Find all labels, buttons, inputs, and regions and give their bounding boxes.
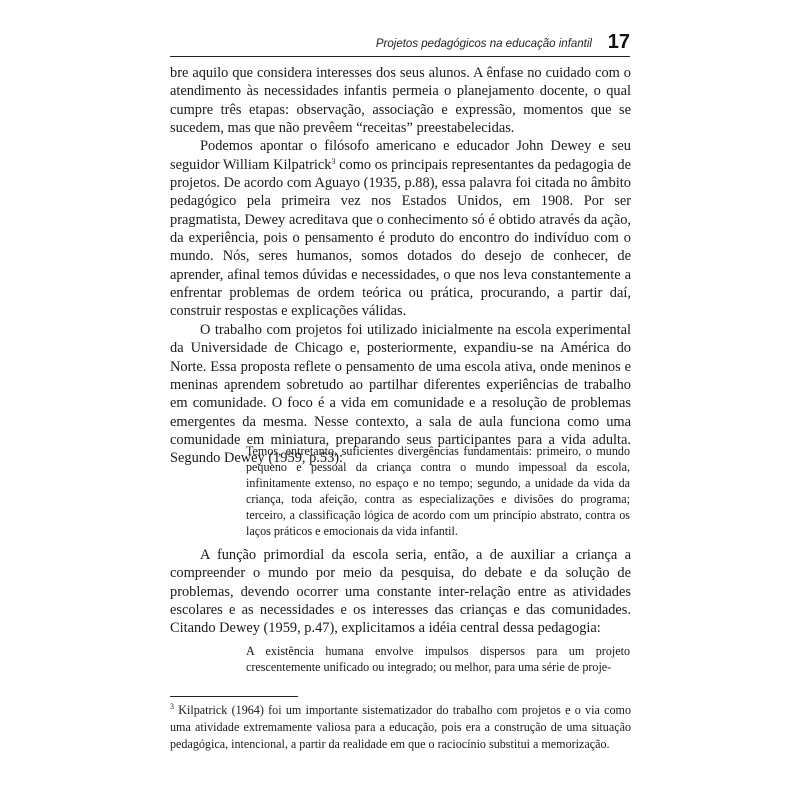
block-quote-2: A existência humana envolve impulsos dispersos para um projeto crescentemente unificado ou integrado; ou melhor, para uma série de proje-	[246, 644, 630, 674]
footnote-divider	[170, 696, 298, 697]
main-text-block-1	[170, 64, 631, 468]
paragraph-3: O trabalho com projetos foi utilizado inicialmente na escola experimental da Universidade de Chicago e, posteriormente, expandiu-se na América do Norte. Essa proposta reflete o pensamento de uma escola ativa, onde meninos e meninas aprendem sobretudo ao partilhar diferentes experiências de trabalho em comunidade. O foco é a vida em comunidade e a resolução de problemas emergentes da mesma. Nesse contexto, a sala de aula funciona como uma comunidade em miniatura, preparando seus participantes para a vida adulta. Segundo Dewey (1959, p.53):	[170, 321, 631, 467]
running-header	[170, 31, 630, 57]
running-title: Projetos pedagógicos na educação infantil	[375, 38, 592, 50]
paragraph-2	[170, 137, 631, 320]
footnote-reference: 3	[331, 156, 336, 166]
paragraph-4: A função primordial da escola seria, então, a de auxiliar a criança a compreender o mundo por meio da pesquisa, do debate e da solução de problemas, devendo ocorrer uma constante inter-relação entre as atividades escolares e as necessidades e os interesses das crianças e das comunidades. Citando Dewey (1959, p.47), explicitamos a idéia central dessa pedagogia:	[170, 547, 631, 637]
paragraph-1: bre aquilo que considera interesses dos seus alunos. A ênfase no cuidado com o atendimento às necessidades infantis permeia o planejamento docente, o qual cumpre três etapas: observação, associação e expressão, momentos que se sucedem, mas que não prevêem “receitas” preestabelecidas.	[170, 65, 631, 137]
page-number: 17	[607, 31, 630, 53]
footnote	[170, 702, 631, 752]
block-quote-1: Temos, entretanto, suficientes divergências fundamentais: primeiro, o mundo pequeno e pessoal da criança contra o mundo impessoal da escola, infinitamente extenso, no espaço e no tempo; segundo, a unidade da vida da criança, toda afeição, contra as especializações e divisões do programa; terceiro, a classificação lógica de acordo com um princípio abstrato, contra os laços práticos e emocionais da vida infantil.	[246, 444, 630, 538]
main-text-block-2	[170, 546, 631, 638]
paragraph-2-lead: Podemos apontar o filósofo americano e educador John Dewey e seu seguidor William Kilpatrick	[170, 138, 631, 173]
footnote-text: Kilpatrick (1964) foi um importante sistematizador do trabalho com projetos e o via como uma atividade extremamente valiosa para a educação, pois era a construção de uma situação pedagógica, intencional, a partir da realidade em que o raciocínio substitui a memorização.	[170, 703, 631, 751]
footnote-marker: 3	[170, 702, 174, 711]
paragraph-2-rest: como os principais representantes da pedagogia de projetos. De acordo com Aguayo (1935, p.88), essa palavra foi citada no âmbito pedagógico pela primeira vez nos Estados Unidos, em 1908. Por ser pragmatista, Dewey acreditava que o conhecimento só é obtido através da ação, da experiência, pois o pensamento é produto do encontro do indivíduo com o mundo. Nós, seres humanos, somos dotados do desejo de conhecer, de aprender, afinal temos dúvidas e necessidades, o que nos leva constantemente a enfrentar problemas de ordem teórica ou prática, procurando, a partir daí, construir respostas e explicações válidas.	[170, 156, 631, 320]
